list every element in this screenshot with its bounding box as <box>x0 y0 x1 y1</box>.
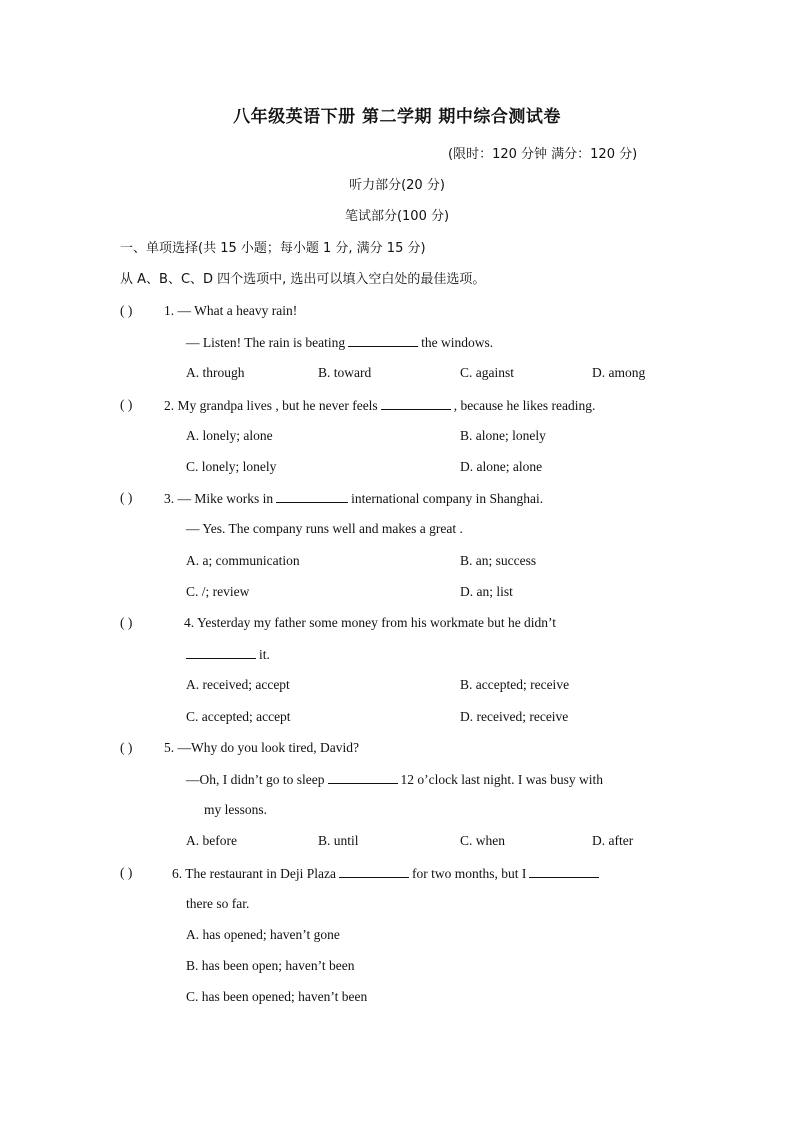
question-stem <box>172 864 602 883</box>
option-c: C. lonely; lonely <box>186 459 277 474</box>
answer-paren: ( ) <box>120 740 133 755</box>
option-a: A. through <box>186 365 245 380</box>
question-line: my lessons. <box>204 802 268 817</box>
answer-paren: ( ) <box>120 303 133 318</box>
option-c: C. against <box>460 365 514 380</box>
option-b: B. an; success <box>460 553 537 568</box>
question-line: — Yes. The company runs well and makes a great . <box>186 521 463 536</box>
option-c: C. /; review <box>186 584 250 599</box>
writing-section-label: 笔试部分(100 分) <box>344 209 450 224</box>
answer-blank[interactable] <box>381 396 451 410</box>
text: 6. The restaurant in Deji Plaza <box>172 866 336 881</box>
question-line: there so far. <box>186 896 250 911</box>
option-d: D. an; list <box>460 584 513 599</box>
option-a: A. a; communication <box>186 553 300 568</box>
option-b: B. has been open; haven’t been <box>186 958 355 973</box>
question-stem: 4. Yesterday my father some money from his workmate but he didn’t <box>184 615 557 630</box>
answer-blank[interactable] <box>348 333 418 347</box>
option-a: A. lonely; alone <box>186 428 273 443</box>
option-c: C. accepted; accept <box>186 709 291 724</box>
text: , because he likes reading. <box>453 398 596 413</box>
option-d: D. after <box>592 833 634 848</box>
text: for two months, but I <box>411 866 527 881</box>
question-line <box>186 770 603 789</box>
option-c: C. has been opened; haven’t been <box>186 989 368 1004</box>
option-a: A. has opened; haven’t gone <box>186 927 340 942</box>
page-title: 八年级英语下册 第二学期 期中综合测试卷 <box>233 107 561 127</box>
answer-blank[interactable] <box>186 645 256 659</box>
option-b: B. alone; lonely <box>460 428 546 443</box>
section-instruction: 从 A、B、C、D 四个选项中, 选出可以填入空白处的最佳选项。 <box>120 272 486 287</box>
option-b: B. accepted; receive <box>460 677 570 692</box>
option-a: A. before <box>186 833 237 848</box>
question-stem: 1. — What a heavy rain! <box>164 303 298 318</box>
option-b: B. toward <box>318 365 372 380</box>
answer-paren: ( ) <box>120 397 133 412</box>
option-c: C. when <box>460 833 505 848</box>
option-d: D. alone; alone <box>460 459 543 474</box>
answer-paren: ( ) <box>120 490 133 505</box>
option-d: D. among <box>592 365 646 380</box>
text: — Listen! The rain is beating <box>186 335 346 350</box>
option-b: B. until <box>318 833 359 848</box>
question-stem <box>164 396 595 415</box>
text: international company in Shanghai. <box>351 491 544 506</box>
answer-paren: ( ) <box>120 865 133 880</box>
section-heading: 一、单项选择(共 15 小题；每小题 1 分, 满分 15 分) <box>120 241 426 256</box>
text: 2. My grandpa lives , but he never feels <box>164 398 378 413</box>
text: it. <box>259 647 270 662</box>
answer-blank[interactable] <box>276 489 348 503</box>
text: —Oh, I didn’t go to sleep <box>186 772 325 787</box>
question-line <box>186 645 270 664</box>
answer-paren: ( ) <box>120 615 133 630</box>
text: 12 o’clock last night. I was busy with <box>400 772 603 787</box>
question-stem: 5. —Why do you look tired, David? <box>164 740 359 755</box>
question-line <box>186 333 493 352</box>
question-stem <box>164 489 543 508</box>
listening-section-label: 听力部分(20 分) <box>349 178 445 193</box>
option-d: D. received; receive <box>460 709 569 724</box>
answer-blank[interactable] <box>328 770 398 784</box>
option-a: A. received; accept <box>186 677 290 692</box>
answer-blank[interactable] <box>339 864 409 878</box>
time-score-line: (限时：120 分钟 满分：120 分) <box>448 147 638 162</box>
answer-blank[interactable] <box>529 864 599 878</box>
text: the windows. <box>421 335 494 350</box>
text: 3. — Mike works in <box>164 491 274 506</box>
